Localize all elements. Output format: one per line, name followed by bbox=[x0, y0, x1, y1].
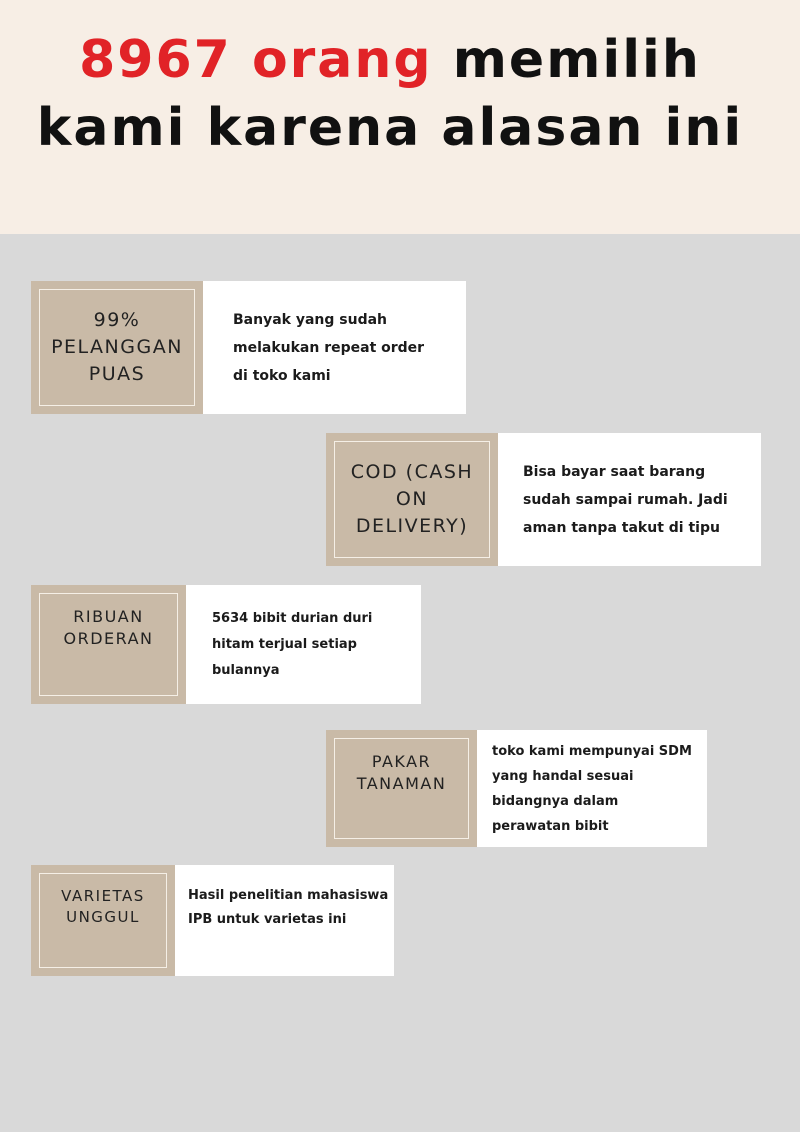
reason-description: Hasil penelitian mahasiswa IPB untuk varietas ini bbox=[188, 888, 389, 927]
reason-description-box bbox=[186, 585, 421, 704]
reason-card-superior-variety bbox=[31, 865, 394, 976]
reason-description: toko kami mempunyai SDM yang handal sesuai bidangnya dalam perawatan bibit bbox=[492, 743, 692, 834]
reason-tag-label: RIBUAN ORDERAN bbox=[63, 607, 154, 648]
tag-frame bbox=[39, 593, 178, 696]
reason-description: Bisa bayar saat barang sudah sampai rumah. Jadi aman tanpa takut di tipu bbox=[523, 463, 728, 536]
reason-card-satisfied-customers bbox=[31, 281, 466, 414]
reason-description-box bbox=[203, 281, 466, 414]
reason-tag bbox=[31, 865, 175, 976]
headline-rest: memilih bbox=[432, 30, 701, 90]
reason-description-box bbox=[477, 730, 707, 847]
reason-tag-label: 99% PELANGGAN PUAS bbox=[51, 309, 183, 385]
reason-tag-label: PAKAR TANAMAN bbox=[356, 752, 447, 793]
reason-tag-label: COD (CASH ON DELIVERY) bbox=[350, 461, 474, 537]
reason-tag bbox=[31, 281, 203, 414]
tag-frame bbox=[39, 873, 167, 968]
header-banner bbox=[0, 0, 800, 234]
reason-tag bbox=[326, 730, 477, 847]
reason-description: Banyak yang sudah melakukan repeat order di toko kami bbox=[233, 311, 425, 384]
reason-description: 5634 bibit durian duri hitam terjual setiap bulannya bbox=[212, 610, 373, 678]
reason-description-box bbox=[498, 433, 761, 566]
reason-card-thousands-orders bbox=[31, 585, 421, 704]
headline-accent: 8967 orang bbox=[79, 30, 433, 90]
reason-tag-label: VARIETAS UNGGUL bbox=[61, 887, 145, 926]
reason-card-plant-experts bbox=[326, 730, 707, 847]
tag-frame bbox=[334, 738, 469, 839]
reason-tag bbox=[326, 433, 498, 566]
tag-frame bbox=[39, 289, 195, 406]
tag-frame bbox=[334, 441, 490, 558]
reason-card-cod bbox=[326, 433, 761, 566]
headline-line-2: kami karena alasan ini bbox=[36, 98, 744, 158]
headline bbox=[0, 26, 780, 162]
reason-description-box bbox=[175, 865, 394, 976]
reason-tag bbox=[31, 585, 186, 704]
